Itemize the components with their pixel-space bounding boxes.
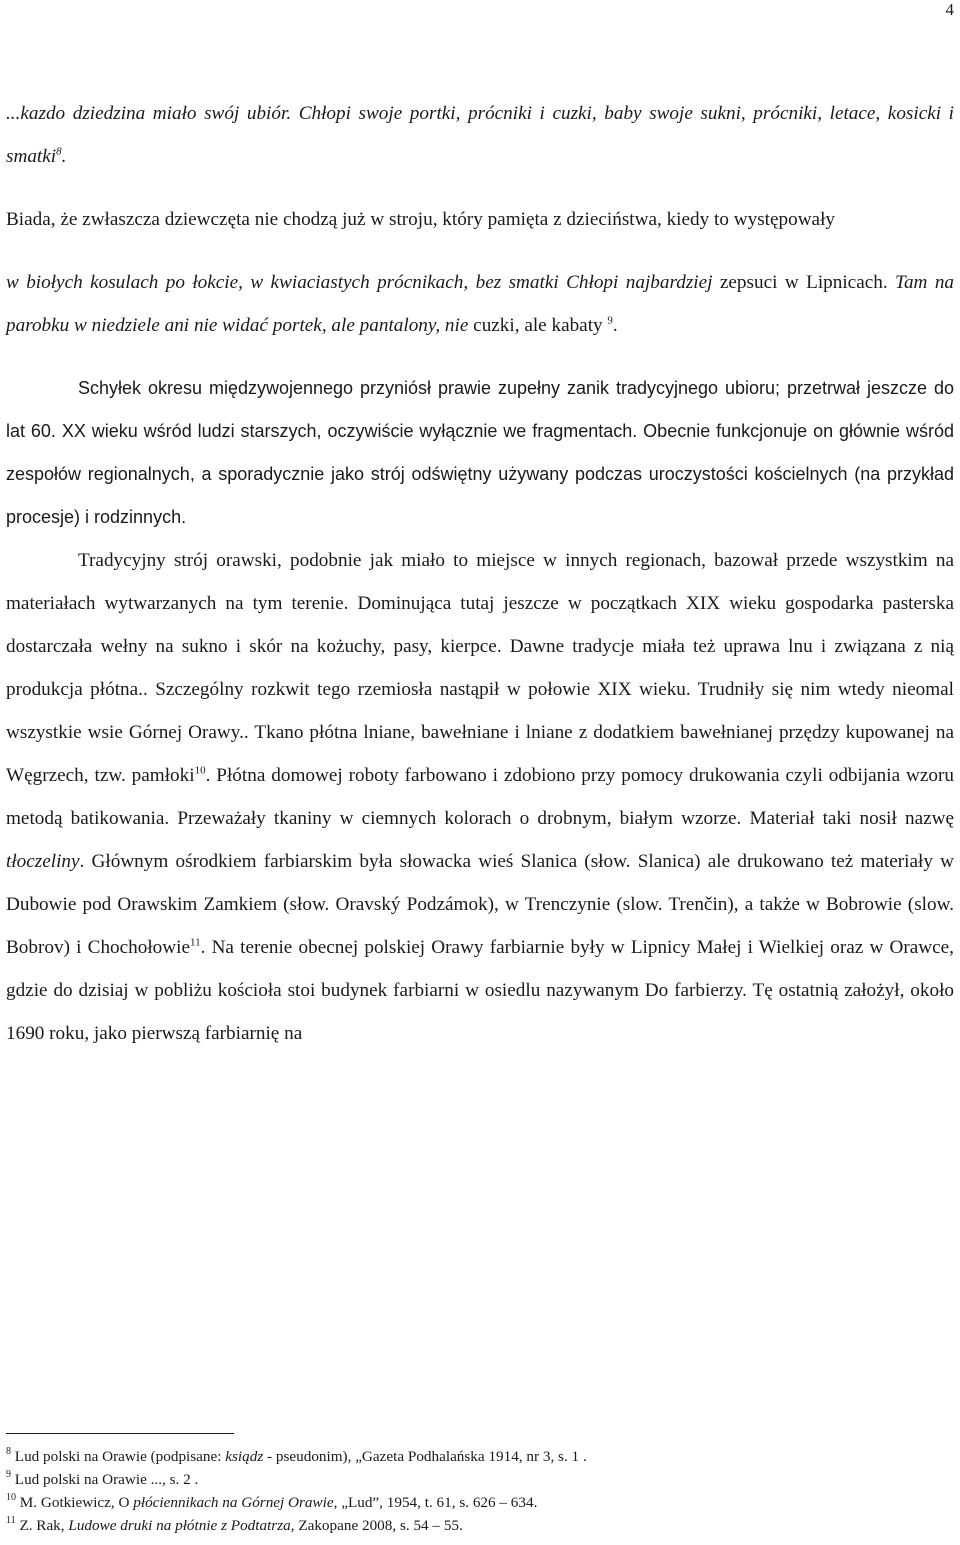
footnote-ref-11[interactable]: 11: [189, 936, 201, 949]
quote-plain-2: cuzki, ale kabaty: [473, 315, 603, 336]
footnote-text: M. Gotkiewicz, O: [19, 1494, 134, 1511]
paragraph-biada: Biada, że zwłaszcza dziewczęta nie chodzą już w stroju, który pamięta z dzieciństwa, kiedy to występowały: [6, 209, 835, 230]
footnote-text: , Zakopane 2008, s. 54 – 55.: [290, 1517, 463, 1534]
footnote-10: [6, 1491, 946, 1514]
footnote-italic: ksiądz: [225, 1448, 264, 1465]
para-part-4: . Na terenie obecnej polskiej Orawy farbiarnie były w Lipnicy Małej i Wielkiej oraz w Orawce, gdzie do dzisiaj w pobliżu kościoła stoi budynek farbiarni w osiedlu nazywanym Do farbierzy. Tę ostatnią założył, około 1690 roku, jako pierwszą farbiarnię na: [6, 937, 954, 1044]
body-text: [6, 92, 954, 1055]
footnote-separator: [6, 1433, 234, 1434]
term-tloczeliny: tłoczeliny: [6, 851, 80, 872]
quote-tail-2: .: [612, 315, 618, 336]
footnote-italic: Ludowe druki na płótnie z Podtatrza: [68, 1517, 291, 1534]
quote-italic-2: Tam na parobku w niedziele ani nie widać portek, ale pantalony, nie: [6, 272, 955, 336]
footnote-8: [6, 1445, 946, 1468]
para-part-1: Tradycyjny strój orawski, podobnie jak miało to miejsce w innych regionach, bazował przede wszystkim na materiałach wytwarzanych na tym terenie. Dominująca tutaj jeszcze w początkach XIX wieku gospodarka pasterska dostarczała wełny na sukno i skór na kożuchy, pasy, kierpce. Dawne tradycje miała też uprawa lnu i związana z nią produkcja płótna.. Szczególny rozkwit tego rzemiosła nastąpił w połowie XIX wieku. Trudniły się nim wtedy nieomal wszystkie wsie Górnej Orawy.. Tkano płótna lniane, bawełniane i lniane z dodatkiem bawełnianej przędzy kupowanej na Węgrzech, tzw. pamłoki: [6, 550, 954, 786]
footnote-ref-8[interactable]: 8: [56, 145, 62, 158]
footnote-text: Lud polski na Orawie (podpisane:: [14, 1448, 226, 1465]
page-number: 4: [945, 0, 954, 19]
footnote-text: - pseudonim), „Gazeta Podhalańska 1914, nr 3, s. 1 .: [263, 1448, 587, 1465]
footnote-number: 10: [6, 1492, 16, 1503]
footnote-number: 11: [6, 1515, 16, 1526]
footnote-number: 8: [6, 1446, 11, 1457]
footnote-text: „Lud”, 1954, t. 61, s. 626 – 634.: [337, 1494, 538, 1511]
footnote-ref-9[interactable]: 9: [607, 314, 613, 327]
footnote-ref-10[interactable]: 10: [194, 764, 206, 777]
paragraph-schylek: Schyłek okresu międzywojennego przyniósł prawie zupełny zanik tradycyjnego ubioru; przetrwał jeszcze do lat 60. XX wieku wśród ludzi starszych, oczywiście wyłącznie we fragmentach. Obecnie funkcjonuje on głównie wśród zespołów regionalnych, a sporadycznie jako strój odświętny używany podczas uroczystości kościelnych (na przykład procesje) i rodzinnych.: [6, 378, 954, 527]
footnote-text: Z. Rak,: [19, 1517, 69, 1534]
quote-dialect-1: [6, 92, 954, 178]
footnote-number: 9: [6, 1469, 11, 1480]
quote-tail: .: [61, 146, 67, 167]
footnote-text: Lud polski na Orawie ..., s. 2 .: [14, 1471, 199, 1488]
quote-plain-1: zepsuci w Lipnicach.: [719, 272, 888, 293]
footnote-italic: płóciennikach na Górnej Orawie,: [133, 1494, 338, 1511]
quote-text: ...kazdo dziedzina miało swój ubiór. Chłopi swoje portki, prócniki i cuzki, baby swoje sukni, prócniki, letace, kosicki i smatki: [6, 103, 954, 167]
quote-italic-1: w biołych kosulach po łokcie, w kwiaciastych prócnikach, bez smatki Chłopi najbardziej: [6, 272, 713, 293]
paragraph-tradycyjny: [6, 539, 954, 1055]
para-part-2: . Płótna domowej roboty farbowano i zdobiono przy pomocy drukowania czyli odbijania wzoru metodą batikowania. Przeważały tkaniny w ciemnych kolorach o drobnym, białym wzorze. Materiał taki nosił nazwę: [6, 765, 955, 829]
quote-dialect-2: [6, 261, 954, 347]
footnote-11: [6, 1514, 946, 1537]
footnotes: [6, 1445, 946, 1537]
para-part-3: . Głównym ośrodkiem farbiarskim była słowacka wieś Slanica (słow. Slanica) ale drukowano też materiały w Dubowie pod Orawskim Zamkiem (słow. Oravský Podzámok), w Trenczynie (slow. Trenčin), a także w Bobrowie (slow. Bobrov) i Chochołowie: [6, 851, 954, 958]
footnote-9: [6, 1468, 946, 1491]
